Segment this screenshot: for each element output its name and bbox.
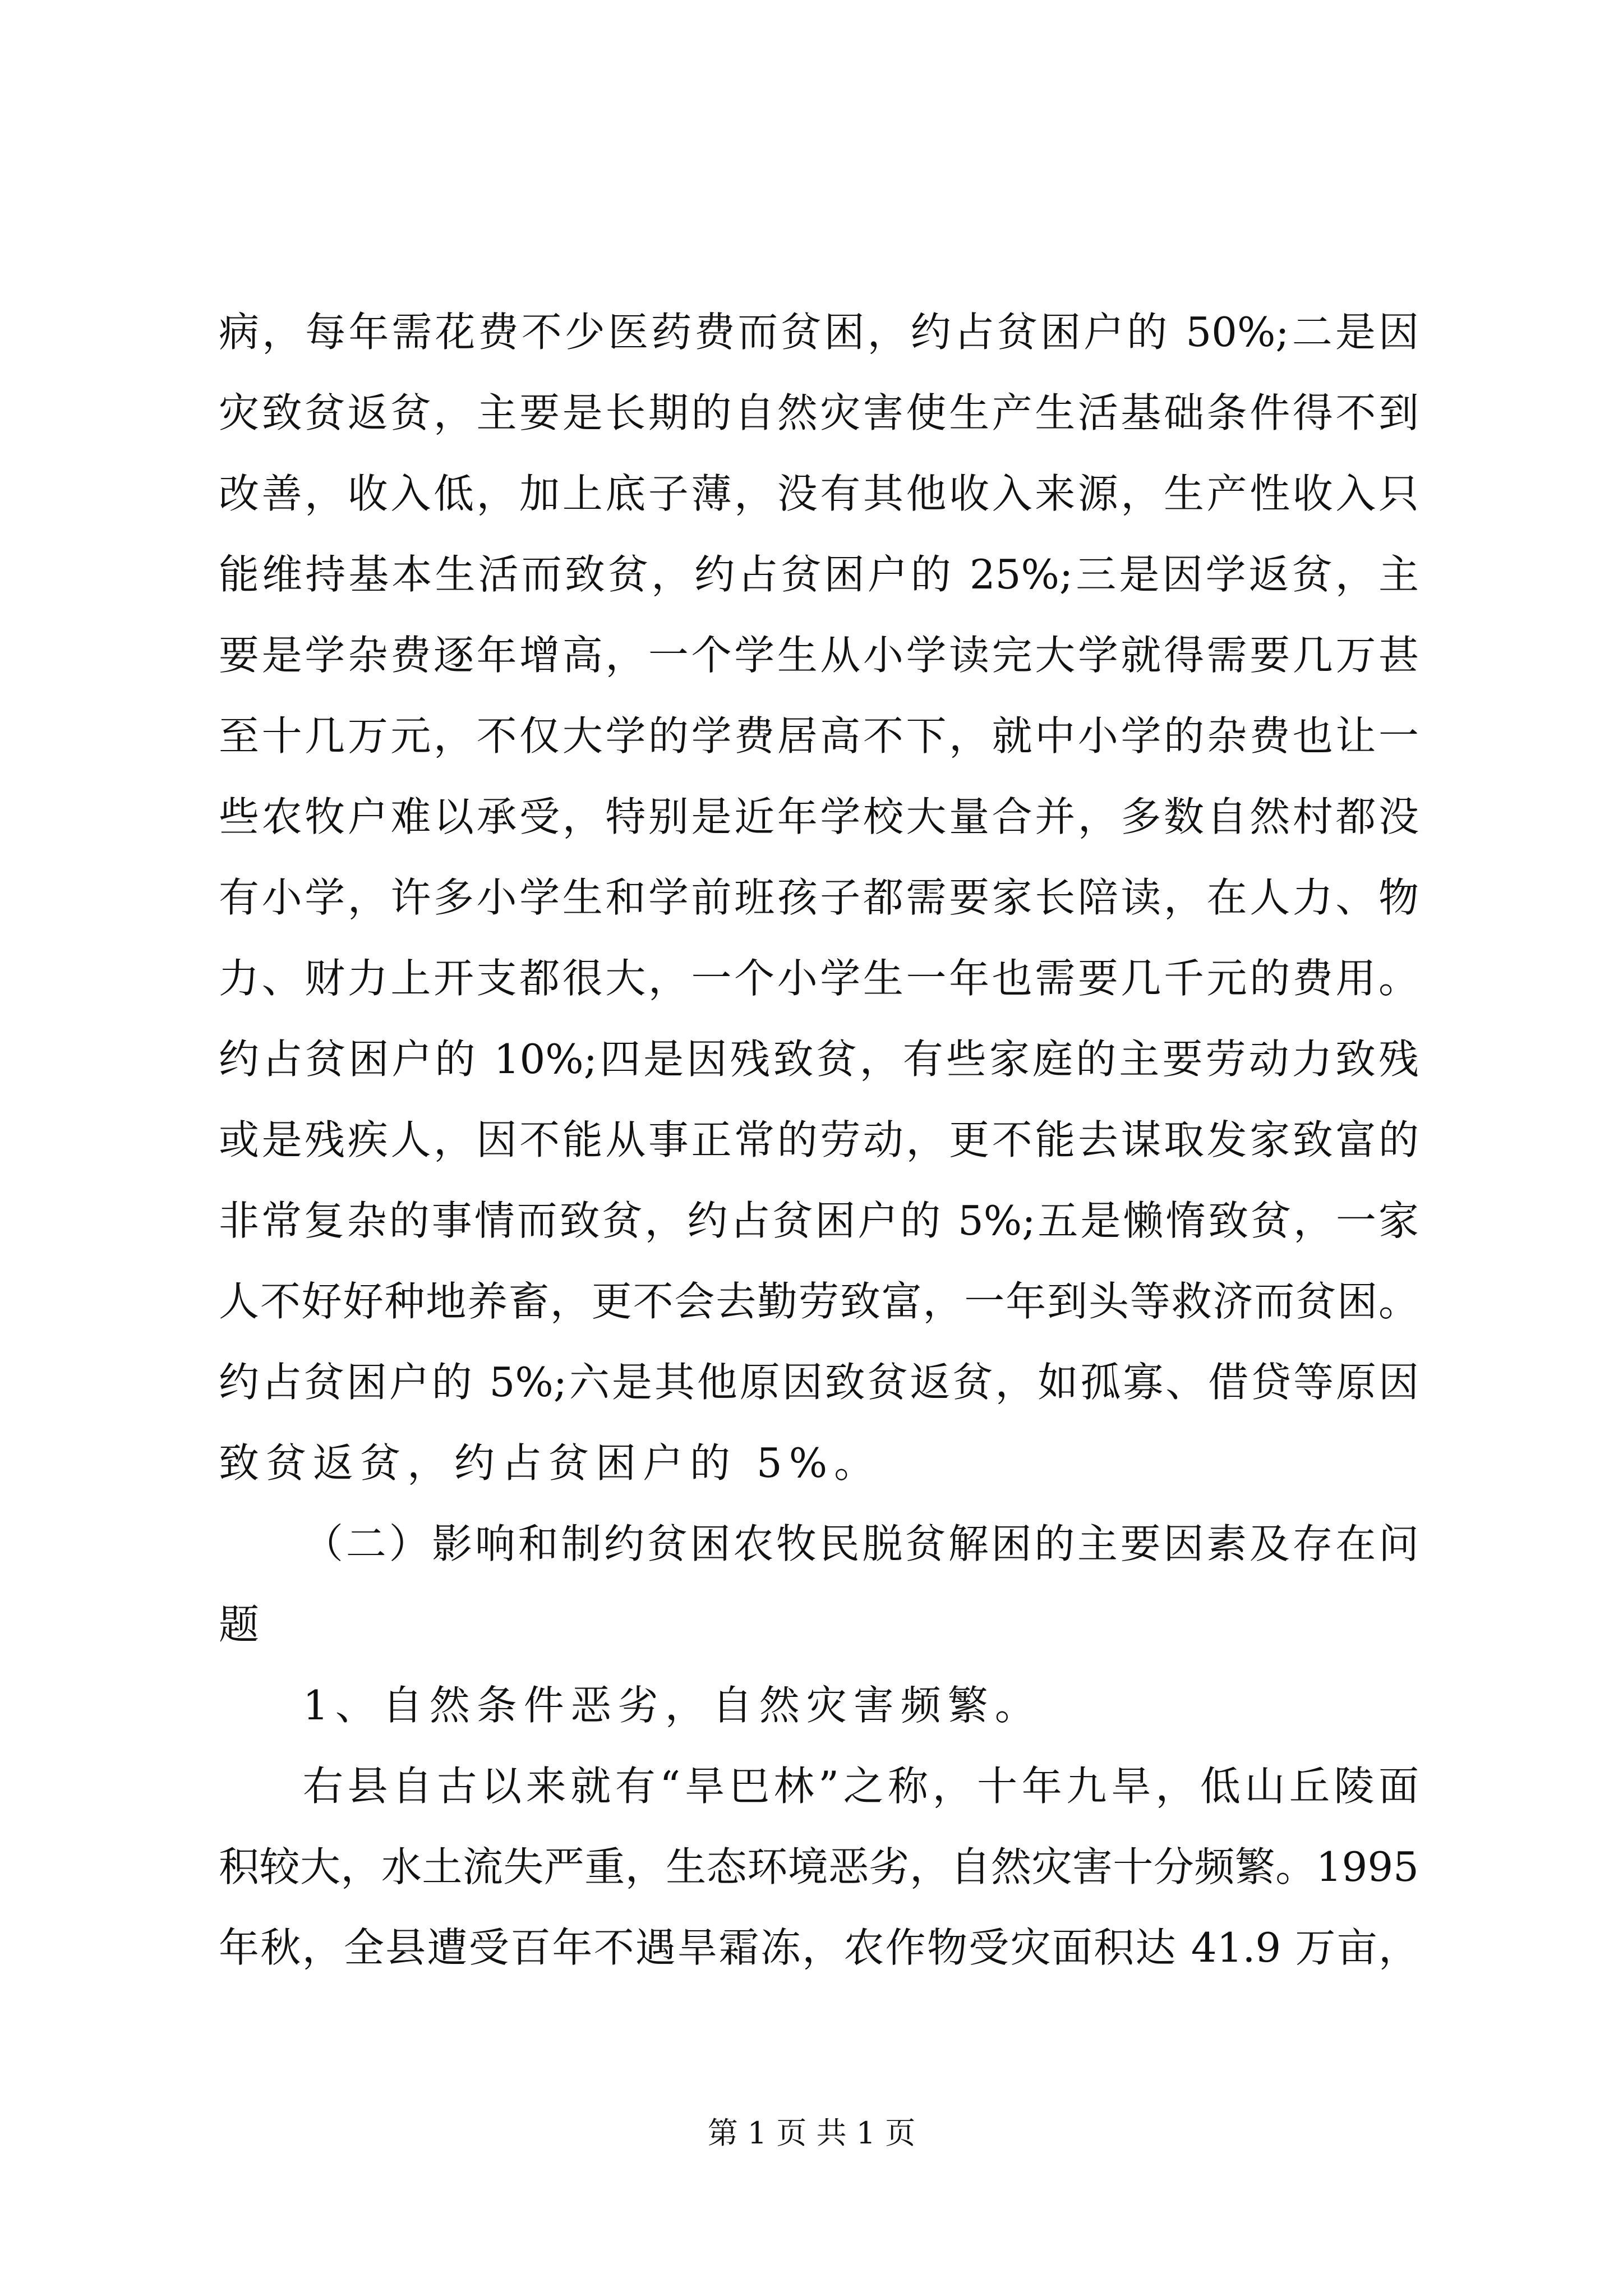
text-line: 有小学，许多小学生和学前班孩子都需要家长陪读，在人力、物 <box>219 874 1419 921</box>
page-footer: 第 1 页 共 1 页 <box>707 2115 916 2151</box>
text-line: 右县自古以来就有“旱巴林”之称，十年九旱，低山丘陵面 <box>303 1763 1419 1810</box>
subsection-heading: 1、自然条件恶劣，自然灾害频繁。 <box>303 1682 1042 1729</box>
text-line: 或是残疾人，因不能从事正常的劳动，更不能去谋取发家致富的 <box>219 1116 1419 1163</box>
text-line: 要是学杂费逐年增高，一个学生从小学读完大学就得需要几万甚 <box>219 632 1419 679</box>
text-line: 灾致贫返贫，主要是长期的自然灾害使生产生活基础条件得不到 <box>219 389 1419 436</box>
text-line: 非常复杂的事情而致贫，约占贫困户的 5%;五是懒惰致贫，一家 <box>219 1197 1419 1244</box>
text-line: 病，每年需花费不少医药费而贫困，约占贫困户的 50%;二是因 <box>219 309 1419 356</box>
text-line: 些农牧户难以承受，特别是近年学校大量合并，多数自然村都没 <box>219 793 1419 840</box>
text-line: 人不好好种地养畜，更不会去勤劳致富，一年到头等救济而贫困。 <box>219 1278 1419 1325</box>
text-line: 改善，收入低，加上底子薄，没有其他收入来源，生产性收入只 <box>219 470 1419 517</box>
text-line: 约占贫困户的 5%;六是其他原因致贫返贫，如孤寡、借贷等原因 <box>219 1359 1419 1406</box>
text-line: 能维持基本生活而致贫，约占贫困户的 25%;三是因学返贫，主 <box>219 551 1419 598</box>
text-line: 力、财力上开支都很大，一个小学生一年也需要几千元的费用。 <box>219 955 1419 1002</box>
section-heading-continued: 题 <box>219 1601 266 1648</box>
document-body <box>219 292 1419 1988</box>
text-line: 积较大，水土流失严重，生态环境恶劣，自然灾害十分频繁。1995 <box>219 1843 1419 1890</box>
text-line: 致贫返贫，约占贫困户的 5%。 <box>219 1439 882 1487</box>
section-heading: （二）影响和制约贫困农牧民脱贫解困的主要因素及存在问 <box>303 1520 1419 1567</box>
text-line: 至十几万元，不仅大学的学费居高不下，就中小学的杂费也让一 <box>219 712 1419 760</box>
text-line: 年秋，全县遭受百年不遇旱霜冻，农作物受灾面积达 41.9 万亩， <box>219 1924 1419 1971</box>
text-line: 约占贫困户的 10%;四是因残致贫，有些家庭的主要劳动力致残 <box>219 1036 1419 1083</box>
